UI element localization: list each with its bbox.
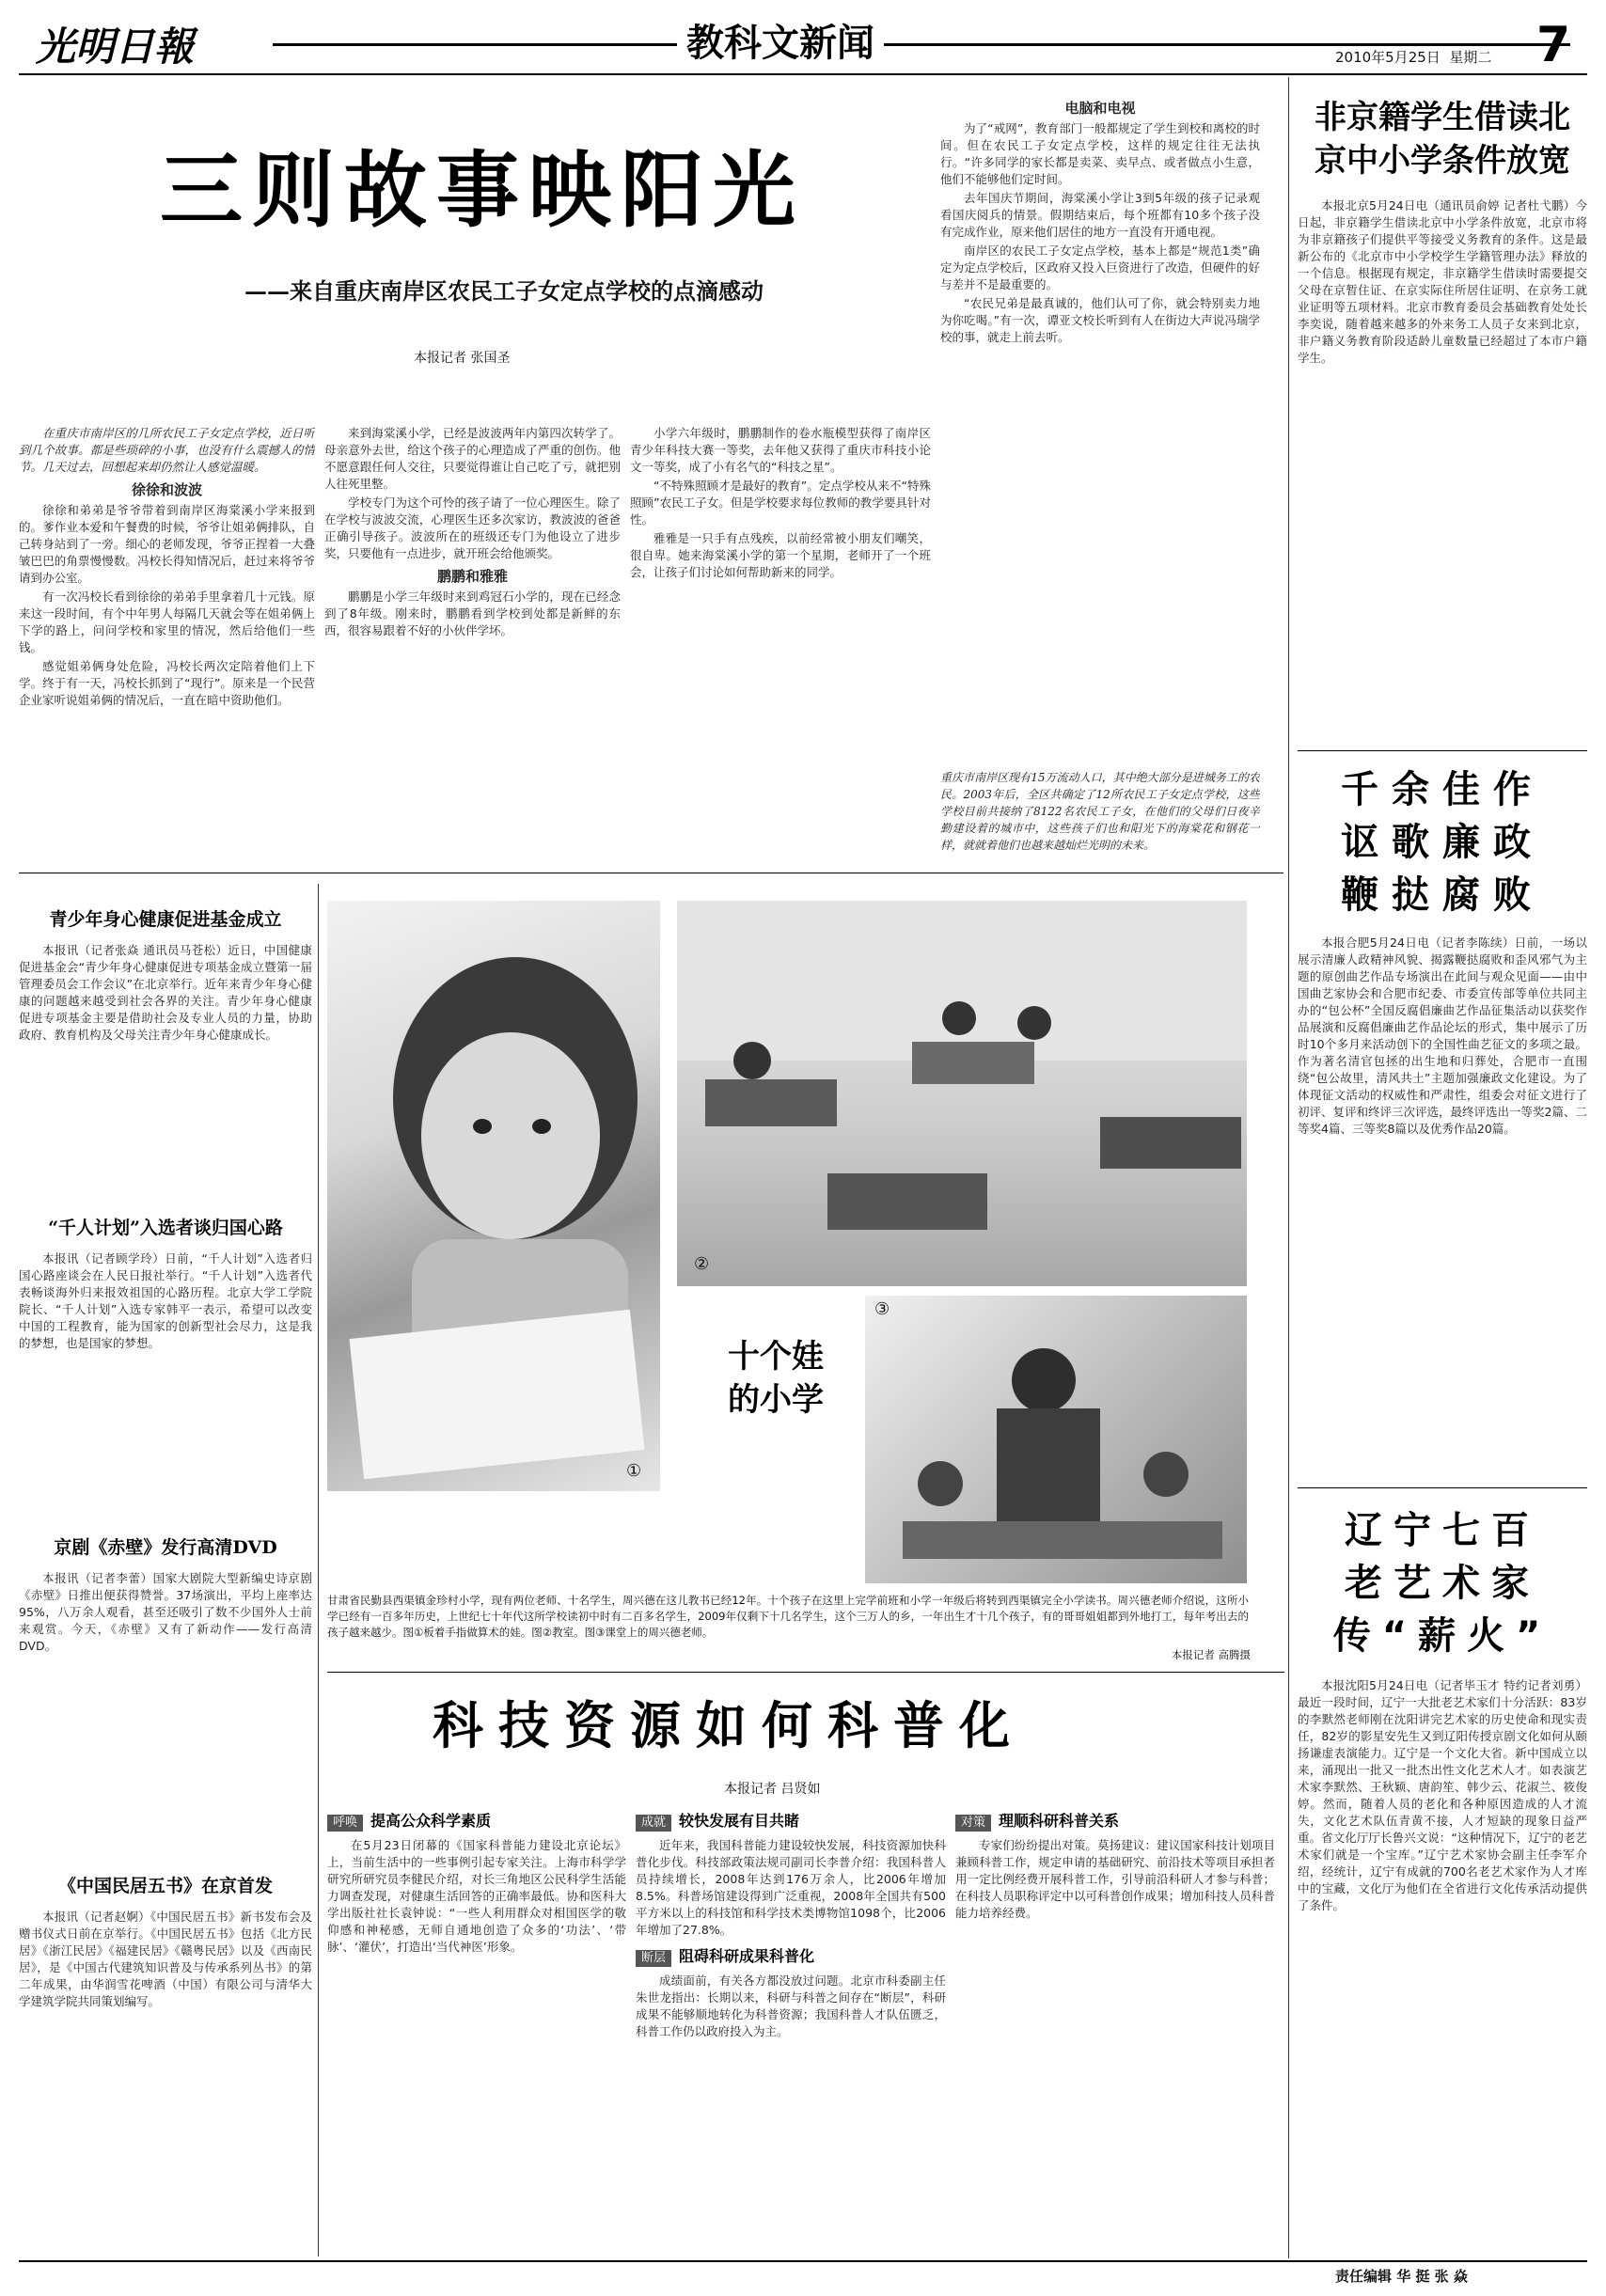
story1-p5: 学校专门为这个可怜的孩子请了一位心理医生。除了在学校与波波交流，心理医生还多次家访，教波波的爸爸正确引导孩子。波波所在的班级还专门为他设立了进步奖，只要他有一点进步，就开班会给他颁奖。 xyxy=(324,495,621,560)
lead-col-1 xyxy=(19,425,315,857)
brief-2-body: 本报讯（记者顾学玲）日前，“千人计划”入选者归国心路座谈会在人民日报社举行。“千人计划”入选者代表畅谈海外归来报效祖国的心路历程。北京大学工学院院长、“千人计划”入选专家韩平一表示，希望可以改变中国的工程教育，能为国家的创新型社会尽力，这是我的梦想，也是国家的梦想。 xyxy=(19,1251,312,1350)
brief-2 xyxy=(19,1208,312,1528)
right-article-2 xyxy=(1298,758,1587,1482)
story1-p1: 徐徐和弟弟是爷爷带着到南岸区海棠溪小学来报到的。爹作业本爱和午餐费的时候，爷爷让姐弟俩排队，自己转身站到了一旁。细心的老师发现，爷爷正捏着一大叠皱巴巴的角票慢慢数。冯校长得知情况后，赶过来将爷爷请到办公室。 xyxy=(19,503,315,585)
brief-1 xyxy=(19,889,312,1208)
science-col-2 xyxy=(636,1809,946,2251)
science-body-4: 成绩面前，有关各方都没放过问题。北京市科委副主任朱世龙指出：长期以来，科研与科普之间存在“断层”，科研成果不能够顺地转化为科普资源；我国科普人才队伍匮乏，科普工作仍以政府投入为主。 xyxy=(636,1974,946,2038)
science-head-2 xyxy=(636,1813,946,1832)
science-head-3 xyxy=(955,1813,1275,1832)
brief-1-body: 本报讯（记者张焱 通讯员马苍松）近日，中国健康促进基金会“青少年身心健康促进专项基金成立暨第一届管理委员会工作会议”在北京举行。近年来青少年身心健康的问题越来越受到社会各界的关注。青少年身心健康促进专项基金主要是借助社会及专业人员的力量，协助政府、教育机构及父母关注青少年身心健康成长。 xyxy=(19,943,312,1042)
story3-p1: 为了“戒网”，教育部门一般都规定了学生到校和离校的时间。但在农民工子女定点学校，这样的规定往往无法执行。“许多同学的家长都是卖菜、卖早点、或者做点小生意，他们不能够他们定时间。 xyxy=(940,121,1260,186)
science-col-1 xyxy=(327,1809,626,2251)
science-title: 科技资源如何科普化 xyxy=(433,1695,1025,1755)
photo-bottom-rule xyxy=(327,1672,1284,1673)
photo-caption: 甘肃省民勤县西渠镇金珍村小学，现有两位老师、十名学生，周兴德在这儿教书已经12年。十个孩子在这里上完学前班和小学一年级后将转到西渠镇完全小学读书。周兴德老师介绍说，这所小学已经有一百多年历史，上世纪七十年代这所学校读初中时有二百多名学生，2009年仅剩下十几名学生，这个三万人的乡，一年出生才十几个孩子，有的哥哥姐姐都到外地打工，每年考出去的孩子越来越少。图①板着手指做算术的娃。图②教室。图③课堂上的周兴德老师。 xyxy=(327,1594,1249,1639)
right-rule-1 xyxy=(1298,750,1587,751)
right-rule-2 xyxy=(1298,1487,1587,1488)
issue-date xyxy=(1335,47,1491,67)
story2-p3: “不特殊照顾才是最好的教育”。定点学校从来不“特殊照顾”农民工子女。但是学校要求每位教师的教学要具针对性。 xyxy=(630,479,931,527)
brief-4 xyxy=(19,1866,312,2242)
science-head-1 xyxy=(327,1813,626,1832)
lead-byline: 本报记者 张国圣 xyxy=(414,351,511,366)
right-article-3 xyxy=(1298,1495,1587,2238)
left-briefs xyxy=(19,889,312,2252)
science-byline: 本报记者 吕贤如 xyxy=(724,1782,821,1797)
science-subhead-3: 理顺科研科普关系 xyxy=(999,1812,1120,1830)
lead-title: 三则故事映阳光 xyxy=(160,141,806,239)
right-3-title: 辽宁七百老艺术家传“薪火” xyxy=(1332,1509,1552,1658)
photo-title-line-1: 十个娃 xyxy=(728,1338,824,1376)
science-body-1: 在5月23日闭幕的《国家科普能力建设北京论坛》上，当前生活中的一些事例引起专家关注。上海市科学学研究所研究员李健民介绍，对长三角地区公民科学生活能力调查发现，对健康生活回答的正确率最低。协和医科大学出版社社长袁钟说：“一些人利用群众对相国医学的敬仰感和神秘感，无师自通地创造了众多的‘功法’、‘带脉’、‘灌伏’，打造出‘当代神医’形象。 xyxy=(327,1838,626,1954)
lead-col-3 xyxy=(630,425,931,857)
brief-3-title: 京剧《赤壁》发行高清DVD xyxy=(54,1537,277,1558)
photo-title-line-2: 的小学 xyxy=(728,1381,824,1419)
lead-intro: 在重庆市南岸区的几所农民工子女定点学校，近日听到几个故事。都是些琐碎的小事，也没有什么震撼人的情节。几天过去，回想起来却仍然让人感觉温暖。 xyxy=(19,426,315,474)
tag-call: 呼唤 xyxy=(327,1815,363,1832)
science-subhead-2: 较快发展有目共睹 xyxy=(679,1812,800,1830)
weekday-text: 星期二 xyxy=(1449,49,1492,66)
story3-p3: 南岸区的农民工子女定点学校，基本上都是“规范1类”确定为定点学校后，区政府又投入巨资进行了改造，但硬件的好与差并不是最重要的。 xyxy=(940,244,1260,291)
masthead-calligraphy xyxy=(36,21,261,70)
classroom-illustration xyxy=(677,901,1247,1286)
photo-1-label: ① xyxy=(626,1461,642,1481)
story1-p2: 有一次冯校长看到徐徐的弟弟手里拿着几十元钱。原来这一段时间，有个中年男人每隔几天就会等在姐弟俩上下学的路上，问问学校和家里的情况，然后给他们一些钱。 xyxy=(19,590,315,654)
brief-1-title: 青少年身心健康促进基金成立 xyxy=(49,909,282,930)
photo-classroom xyxy=(677,901,1247,1286)
brief-4-body: 本报讯（记者赵婀）《中国民居五书》新书发布会及赠书仪式日前在京举行。《中国民居五书》包括《北方民居》《浙江民居》《福建民居》《赣粤民居》以及《西南民居》，是《中国古代建筑知识普及与传承系列丛书》的第二年成果，由华润雪花啤酒（中国）有限公司与清华大学建筑学院共同策划编写。 xyxy=(19,1910,312,2008)
child-illustration xyxy=(327,901,660,1491)
story2-p2: 小学六年级时，鹏鹏制作的卷水瓶模型获得了南岸区青少年科技大赛一等奖，去年他又获得了重庆市科技小论文一等奖，成了小有名气的“科技之星”。 xyxy=(630,426,931,474)
page-header-bar xyxy=(273,43,1570,46)
lead-footnote: 重庆市南岸区现有15万流动人口，其中绝大部分是进城务工的农民。2003年后，全区共确定了12所农民工子女定点学校，这些学校目前共接纳了8122名农民工子女，在他们的父母们日夜辛勤建设着的城市中，这些孩子们也和阳光下的海棠花和钢花一样，就就着他们也越来越灿烂光明的未来。 xyxy=(940,771,1260,852)
right-3-body: 本报沈阳5月24日电（记者毕玉才 特约记者刘勇）最近一段时间，辽宁一大批老艺术家们十分活跃：83岁的李默然老师刚在沈阳讲完艺术家的历史使命和现实责任，82岁的影星安先生又到辽阳传授京剧文化如何从颐扬谦虚表演能力。辽宁是一个文化大省。新中国成立以来，涌现出一批又一批杰出性文化艺术人才。如表演艺术家李默然、王秋颖、唐韵笙、韩少云、花淑兰、筱俊婷。然而，随着人员的老化和各种原因造成的人才流失，文化艺术队伍青黄不接，人才短缺的现象日益严重。省文化厅厅长鲁兴文说：“这种情况下，辽宁的老艺术家们就是一个宝库。”辽宁艺术家协会副主任李军介绍，经统计，辽宁有成就的700名老艺术家作为人才库中的宝藏，文化厅为他们在全省进行文化传承活动提供了条件。 xyxy=(1298,1678,1587,1912)
photo-3-label: ③ xyxy=(874,1299,890,1319)
tag-gap: 断层 xyxy=(636,1950,671,1967)
story1-title: 徐徐和波波 xyxy=(131,481,202,498)
brief-3 xyxy=(19,1528,312,1866)
science-body-3: 专家们纷纷提出对策。莫扬建议：建议国家科技计划项目兼顾科普工作，规定申请的基础研究、前沿技术等项目承担者用一定比例经费开展科普工作，引导前沿科研人才参与科普；在科技人员职称评定中以可科普创作成果；增加科技人员科普能力培养经费。 xyxy=(955,1838,1275,1920)
tag-measures: 对策 xyxy=(955,1815,991,1832)
photo-teacher xyxy=(865,1296,1247,1583)
page-number: 7 xyxy=(1536,17,1571,73)
science-body-2: 近年来，我国科普能力建设较快发展，科技资源加快科普化步伐。科技部政策法规司副司长李普介绍：我国科普人员持续增长，2008年达到176万余人，比2006年增加8.5%。科普场馆建设得到广泛重视，2008年全国共有500平方米以上的科技馆和科学技术类博物馆1098个，比2006年增加了27.8%。 xyxy=(636,1838,946,1937)
right-article-1 xyxy=(1298,86,1587,745)
tag-achievement: 成就 xyxy=(636,1815,671,1832)
story1-p3: 感觉姐弟俩身处危险，冯校长两次定陪着他们上下学。终于有一天，冯校长抓到了“现行”。原来是一个民营企业家听说姐弟俩的情况后，一直在暗中资助他们。 xyxy=(19,659,315,707)
footer-rule xyxy=(19,2260,1587,2262)
right-2-body: 本报合肥5月24日电（记者李陈续）日前，一场以展示清廉人政精神风貌、揭露鞭挞腐败和歪风邪气为主题的原创曲艺作品专场演出在此间与观众见面——由中国曲艺家协会和合肥市纪委、市委宣传部等单位共同主办的“包公杯”全国反腐倡廉曲艺作品征集活动以获奖作品展演和反腐倡廉曲艺作品论坛的形式，集中展示了历时10个多月来活动创下的全国性曲艺征文的多项之最。作为著名清官包拯的出生地和归葬处，合肥市一直围绕“包公故里，清风共土”主题加强廉政文化建设。为了体现征文活动的权威性和严肃性，组委会对征文进行了初评、复评和终评三次评选，最终评选出一等奖2篇、二等奖4篇、三等奖8篇以及优秀作品20篇。 xyxy=(1298,936,1587,1136)
science-col-3 xyxy=(955,1809,1275,2251)
right-col-divider xyxy=(1288,77,1289,2258)
photo-2-label: ② xyxy=(694,1254,710,1274)
lead-col-2 xyxy=(324,425,621,857)
story3-p2: 去年国庆节期间，海棠溪小学让3到5年级的孩子记录观看国庆阅兵的情景。假期结束后，每个班都有10多个孩子没有完成作业，原来他们居住的地方一直没有开通电视。 xyxy=(940,191,1260,239)
right-1-title: 非京籍学生借读北京中小学条件放宽 xyxy=(1315,99,1570,180)
photo-credit: 本报记者 高腾摄 xyxy=(1171,1648,1251,1661)
story3-p4: “农民兄弟是最真诚的，他们认可了你，就会特别卖力地为你吃喝。”有一次，谭亚文校长听到有人在街边大声说冯瑞学校的事，就走上前去听。 xyxy=(940,296,1260,344)
science-head-4 xyxy=(636,1948,946,1967)
header-bottom-rule xyxy=(19,73,1587,75)
section-title: 教科文新闻 xyxy=(677,21,884,66)
photo-feature-title xyxy=(696,1335,856,1422)
masthead-logo xyxy=(36,21,261,70)
lead-col-4 xyxy=(940,94,1260,762)
teacher-illustration xyxy=(865,1296,1247,1583)
science-subhead-4: 阻碍科研成果科普化 xyxy=(679,1947,815,1965)
story1-p4: 来到海棠溪小学，已经是波波两年内第四次转学了。母亲意外去世，给这个孩子的心理造成了严重的创伤。他不愿意跟任何人交往，只要觉得谁让自己吃了亏，就把别人往死里整。 xyxy=(324,426,621,491)
lead-subtitle: ——来自重庆南岸区农民工子女定点学校的点滴感动 xyxy=(244,277,764,305)
svg-text:光明日報: 光明日報 xyxy=(36,24,195,70)
story2-title: 鹏鹏和雅雅 xyxy=(436,568,508,585)
brief-3-body: 本报讯（记者李蕾）国家大剧院大型新编史诗京剧《赤壁》日推出便获得赞誉。37场演出，平均上座率达95%，八万余人观看，甚至还吸引了数不少国外人士前来观赏。今天，《赤壁》又有了新动作——发行高清DVD。 xyxy=(19,1571,312,1653)
story2-p4: 雅雅是一只手有点残疾，以前经常被小朋友们嘲笑，很自卑。她来海棠溪小学的第一个星期，老师开了一个班会，让孩子们讨论如何帮助新来的同学。 xyxy=(630,531,931,579)
left-col-divider xyxy=(318,884,319,2257)
story3-title: 电脑和电视 xyxy=(1064,100,1136,117)
right-1-body: 本报北京5月24日电（通讯员俞婷 记者杜弋鹏）今日起，非京籍学生借读北京中小学条件放宽，北京市将为非京籍孩子们提供平等接受义务教育的条件。这是最新公布的《北京市中小学校学生学籍管理办法》释放的一个信息。根据现有规定，非京籍学生借读时需要提交父母在京暂住证、在京实际住所居住证明、在京务工就业证明等五项材料。北京市教育委员会基础教育处处长李奕说，随着越来越多的外来务工人员子女来到北京，非户籍义务教育阶段适龄儿童数量已经超过了本市户籍学生。 xyxy=(1298,198,1587,365)
science-subhead-1: 提高公众科学素质 xyxy=(370,1812,492,1830)
footer-editor: 责任编辑 华 挺 张 焱 xyxy=(1335,2268,1468,2285)
photo-child-counting xyxy=(327,901,660,1491)
brief-2-title: “千人计划”入选者谈归国心路 xyxy=(48,1218,283,1238)
story2-p1: 鹏鹏是小学三年级时来到鸡冠石小学的，现在已经念到了8年级。刚来时，鹏鹏看到学校到处都是新鲜的东西，很容易跟着不好的小伙伴学坏。 xyxy=(324,590,621,637)
right-2-title: 千余佳作讴歌廉政鞭挞腐败 xyxy=(1341,768,1544,917)
date-text: 2010年5月25日 xyxy=(1335,49,1441,66)
brief-4-title: 《中国民居五书》在京首发 xyxy=(57,1876,273,1896)
